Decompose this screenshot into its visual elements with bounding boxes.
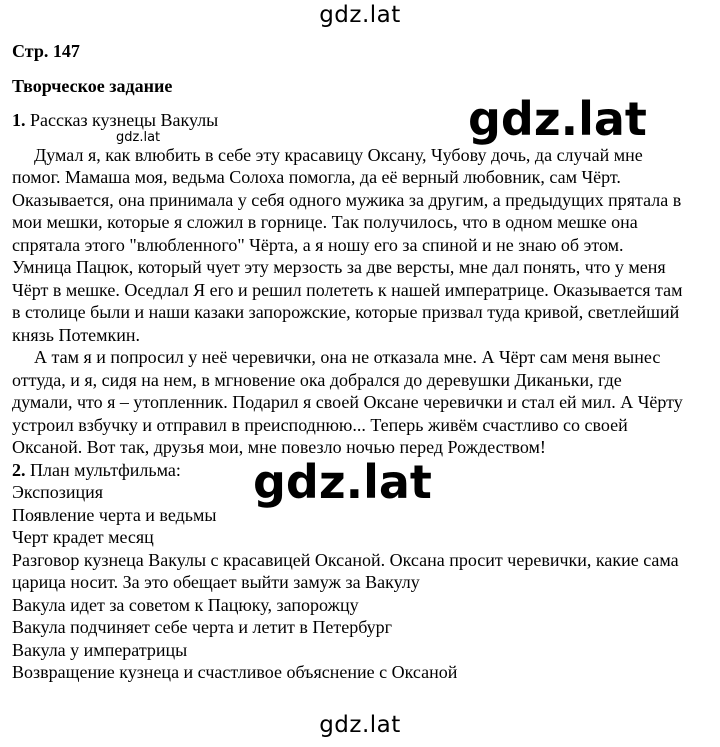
- task1-title: Рассказ кузнецы Вакулы: [25, 110, 219, 130]
- paragraph-line: Думал я, как влюбить в себе эту красавицу Оксану, Чубову дочь, да случай мне: [34, 144, 643, 165]
- plan-item: Разговор кузнеца Вакулы с красавицей Оксаной. Оксана просит черевички, какие сама: [12, 549, 679, 570]
- paragraph-line: Чёрт в мешке. Оседлал Я его и решил полететь к нашей императрице. Оказывается там: [12, 279, 683, 300]
- paragraph-line: помог. Мамаша моя, ведьма Солоха помогла, да её верный любовник, сам Чёрт.: [12, 167, 621, 187]
- watermark-bottom: gdz.lat: [319, 712, 401, 738]
- plan-item: Вакула идет за советом к Пацюку, запорожцу: [12, 594, 359, 615]
- paragraph-line: А там я и попросил у неё черевички, она не отказала мне. А Чёрт сам меня вынес: [34, 347, 661, 367]
- page-number: Стр. 147: [12, 41, 80, 61]
- watermark-large-middle: gdz.lat: [253, 455, 432, 509]
- watermark-small: gdz.lat: [116, 130, 161, 145]
- task1-number: 1.: [12, 110, 26, 130]
- task2-number: 2.: [12, 459, 26, 480]
- task1-paragraph1: [12, 144, 712, 347]
- plan-item: Экспозиция: [12, 482, 104, 502]
- paragraph-line: Умница Пацюк, который чует эту мерзость за две версты, мне дал понять, что у меня: [12, 257, 666, 277]
- paragraph-line: в столице были и наши казаки запорожские, которые призвал туда кривой, светлейший: [12, 302, 680, 322]
- paragraph-line: думали, что я – утопленник. Подарил я своей Оксане черевички и стал ей мил. А Чёрту: [12, 392, 683, 412]
- plan-item: Вакула у императрицы: [12, 639, 188, 660]
- section-title: Творческое задание: [12, 75, 173, 96]
- plan-item: Появление черта и ведьмы: [12, 504, 217, 525]
- watermark-large-upper: gdz.lat: [468, 92, 647, 146]
- paragraph-line: оттуда, и я, сидя на нем, в мгновение ока добрался до деревушки Диканьки, где: [12, 369, 622, 390]
- paragraph-line: устроил взбучку и отправил в преисподнюю... Теперь живём счастливо со своей: [12, 414, 628, 435]
- paragraph-line: мои мешки, которые я сложил в горнице. Так получилось, что в одном мешке она: [12, 212, 638, 232]
- watermark-top: gdz.lat: [319, 2, 401, 28]
- paragraph-line: князь Потемкин.: [12, 324, 140, 345]
- paragraph-line: Оказывается, она принимала у себя одного мужика за другим, а предыдущих прятала в: [12, 189, 682, 210]
- plan-item: царица носит. За это обещает выйти замуж за Вакулу: [12, 572, 420, 592]
- task1-paragraph2: [12, 346, 712, 459]
- plan-item: Возвращение кузнеца и счастливое объяснение с Оксаной: [12, 662, 458, 682]
- paragraph-line: Оксаной. Вот так, друзья мои, мне повезло ночью перед Рождеством!: [12, 437, 546, 457]
- paragraph-line: спрятала этого "влюбленного" Чёрта, а я ношу его за спиной и не знаю об этом.: [12, 234, 624, 255]
- plan-item: Вакула подчиняет себе черта и летит в Петербург: [12, 617, 393, 637]
- plan-item: Черт крадет месяц: [12, 527, 154, 547]
- task2-title: План мультфильма:: [25, 459, 181, 480]
- task2-plan-list: [12, 481, 712, 684]
